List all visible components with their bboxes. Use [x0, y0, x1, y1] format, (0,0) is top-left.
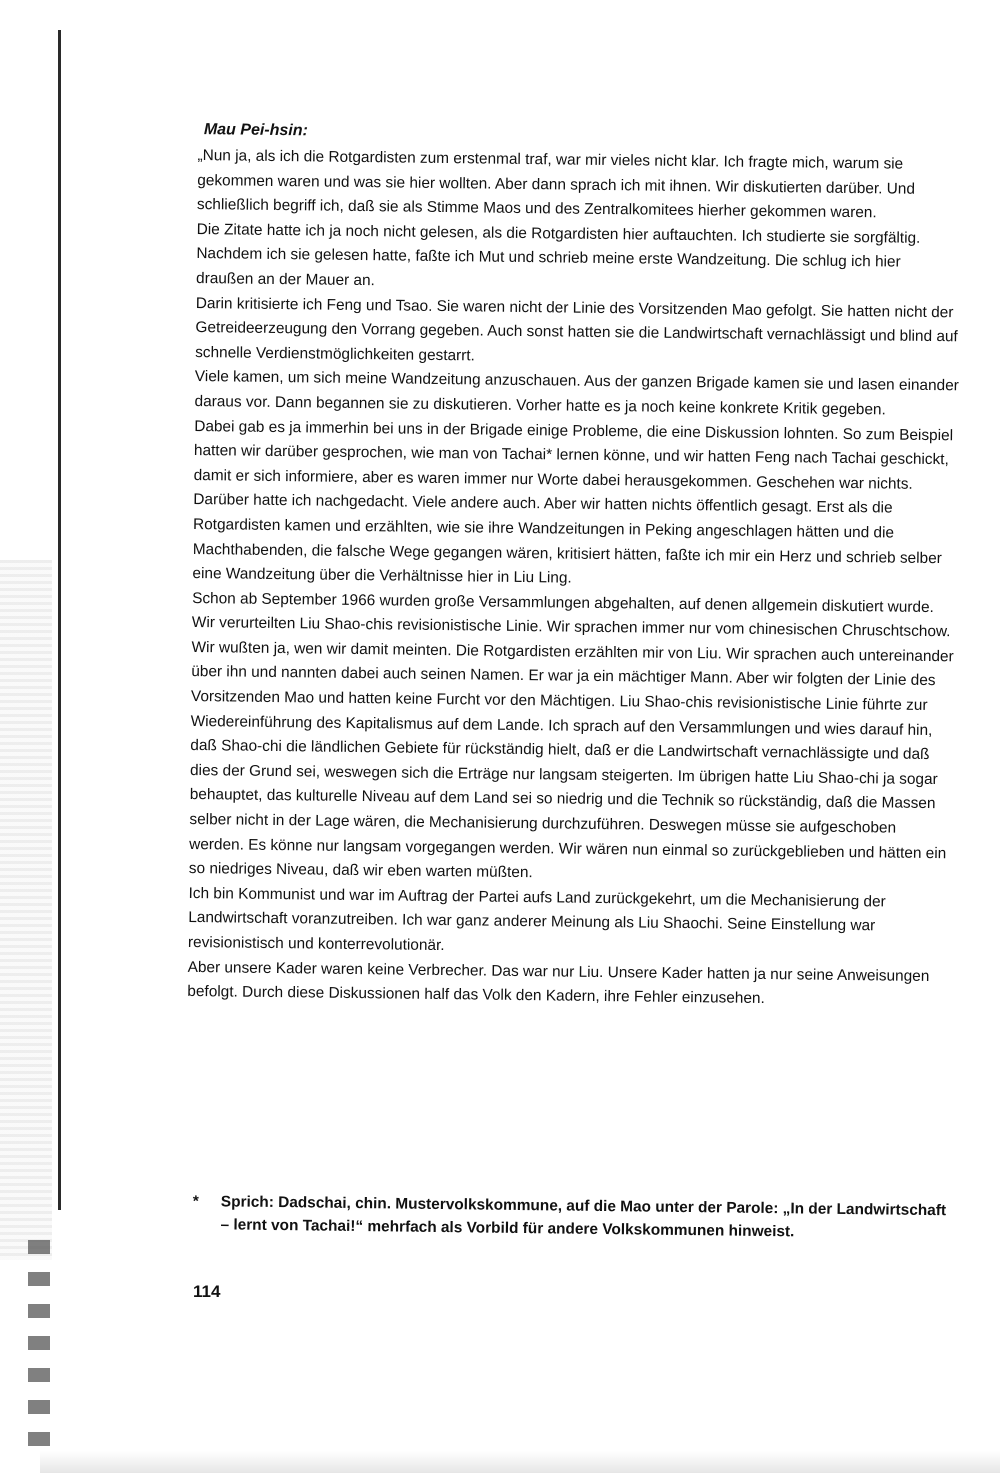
paragraph: „Nun ja, als ich die Rotgardisten zum erstenmal traf, war mir vieles nicht klar. Ich fragte mich, warum sie gekommen waren und was sie hier wollten. Aber dann sprach ich mit ihnen. Wir diskutierten darüber. Und schließlich begriff ich, daß sie als Stimme Maos und des Zentralkomitees hierher gekommen waren. — [196, 146, 916, 222]
paragraph: Die Zitate hatte ich ja noch nicht gelesen, als die Rotgardisten hier auftauchten. Ich studierte sie sorgfältig. Nachdem ich sie gelesen hatte, faßte ich Mut und schrieb meine erste Wandzeitung. Die schlug ich hier draußen an der Mauer an. — [195, 220, 921, 290]
paragraph: Aber unsere Kader waren keine Verbrecher. Das war nur Liu. Unsere Kader hatten ja nur seine Anweisungen befolgt. Durch diese Diskussionen half das Volk den Kadern, ihre Fehler einzusehen. — [187, 958, 930, 1008]
paragraph: Dabei gab es ja immerhin bei uns in der Brigade einige Probleme, die eine Diskussion lohnten. So zum Beispiel hatten wir darüber gesprochen, wie man von Tachai* lernen könne, und wir hatten Feng nach Tachai geschickt, damit er sich informiere, aber es waren immer nur Worte dabei herausgekommen. Geschehen war nichts. Darüber hatte ich nachgedacht. Viele andere auch. Aber wir hatten nichts öffentlich gesagt. Erst als die Rotgardisten kamen und erzählten, wie sie ihre Wandzeitungen in Peking angeschlagen hätten und die Machthabenden, die falsche Wege gegangen wären, kritisiert hätten, faßte ich mir ein Herz und schrieb selber eine Wandzeitung über die Verhältnisse hier in Liu Ling. — [192, 417, 954, 587]
binding-edge-shadow — [0, 560, 52, 1260]
paragraph-list — [187, 144, 962, 1014]
footnote-marker: * — [192, 1192, 199, 1211]
footnote — [192, 1190, 953, 1245]
interview-text — [187, 120, 963, 1014]
binding-edge-marks — [28, 1240, 50, 1464]
page-bottom-edge — [40, 1451, 1000, 1473]
page-number: 114 — [193, 1282, 221, 1301]
paragraph: Ich bin Kommunist und war im Auftrag der Partei aufs Land zurückgekehrt, um die Mechanisierung der Landwirtschaft voranzutreiben. Ich war ganz anderer Meinung als Liu Shaochi. Seine Einstellung war revisionistisch und konterrevolutionär. — [187, 884, 886, 955]
footnote-text: Sprich: Dadschai, chin. Mustervolkskommune, auf die Mao unter der Parole: „In der Landwirtschaft – lernt von Tachai!“ mehrfach als Vorbild für andere Volkskommunen hinweist. — [220, 1193, 947, 1241]
paragraph: Schon ab September 1966 wurden große Versammlungen abgehalten, auf denen allgemein diskutiert wurde. Wir verurteilten Liu Shao-chis revisionistische Linie. Wir sprachen immer nur vom chinesischen Chruschtschow. Wir wußten ja, wen wir damit meinten. Die Rotgardisten erzählten mir von Liu. Wir sprachen auch untereinander über ihn und nannten dabei auch seinen Namen. Er war ja ein mächtiger Mann. Aber wir folgten der Linie des Vorsitzenden Mao und hatten keine Furcht vor den Mächtigen. Liu Shao-chis revisionistische Linie führte zur Wiedereinführung des Kapitalismus auf dem Lande. Ich sprach auf den Versammlungen und wies darauf hin, daß Shao-chi die ländlichen Gebiete für rückständig hielt, daß er die Landwirtschaft vernachlässigte und daß dies der Grund sei, weswegen sich die Erträge nur langsam steigerten. Im übrigen hatte Liu Shao-chi ja sogar behauptet, das kulturelle Niveau auf dem Land sei so niedrig und die Technik so rückständig, daß die Massen selber nicht in der Lage wären, die Mechanisierung durchzuführen. Deswegen müsse sie aufgeschoben werden. Es könne nur langsam vorgegangen werden. Wir wären nun einmal so zurückgeblieben und hätten ein so niedriges Niveau, daß wir eben warten müßten. — [188, 589, 954, 882]
speaker-heading: Mau Pei-hsin: — [203, 121, 308, 140]
paragraph: Viele kamen, um sich meine Wandzeitung anzuschauen. Aus der ganzen Brigade kamen sie und lasen einander daraus vor. Dann begannen sie zu diskutieren. Vorher hatte es ja noch keine konkrete Kritik gegeben. — [194, 368, 959, 419]
paragraph: Darin kritisierte ich Feng und Tsao. Sie waren nicht der Linie des Vorsitzenden Mao gefolgt. Sie hatten nicht der Getreideerzeugung den Vorrang gegeben. Auch sonst hatten sie die Landwirtschaft vernachlässigt und blind auf schnelle Verdienstmöglichkeiten gestarrt. — [195, 294, 958, 365]
binding-edge-line — [58, 30, 61, 1210]
